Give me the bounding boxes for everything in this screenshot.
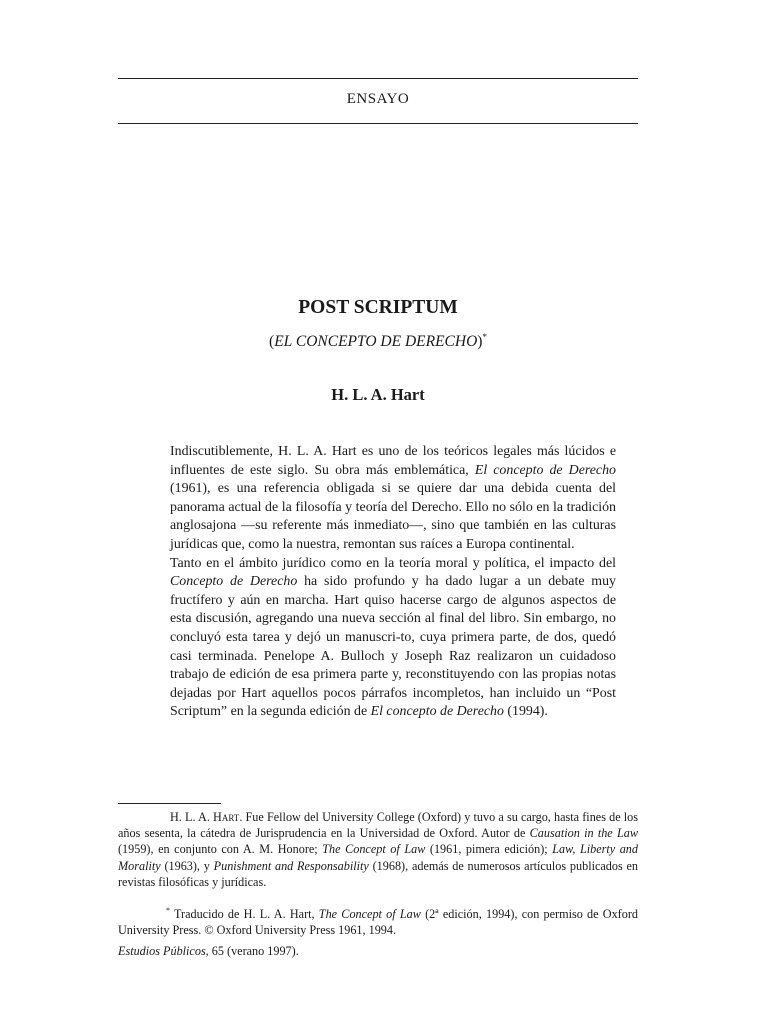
footnote-book-title: Punishment and Responsability xyxy=(213,858,369,873)
footnote-text: (1961, pimera edición); xyxy=(425,842,553,857)
footnote-book-title: The Concept of Law xyxy=(318,907,421,921)
abstract-italic: El concepto de Derecho xyxy=(474,462,616,478)
abstract-paragraph-1 xyxy=(170,443,616,555)
journal-name: Estudios Públicos, xyxy=(118,944,209,958)
footnote-text: H. L. A. xyxy=(170,810,214,824)
author-footnote xyxy=(118,809,638,890)
abstract xyxy=(170,443,616,722)
footnote-marker: * xyxy=(166,906,170,915)
footnote-author-name: Hart xyxy=(213,810,240,824)
article-subtitle xyxy=(118,332,638,351)
abstract-text: (1994). xyxy=(503,704,548,720)
abstract-text: ha sido profundo y ha dado lugar a un debate muy fructífero y aún en marcha. Hart quiso hacerse cargo de algunos aspectos de esta discusión, agregando una nueva sección al final del libro. Sin embargo, no concluyó esta tarea y dejó un manuscri-to, cuya primera parte, de dos, quedó casi terminada. Penelope A. Bulloch y Joseph Raz realizaron un cuidadoso trabajo de edición de esa primera parte y, reconstituyendo con las propias notas dejadas por Hart aquellos pocos párrafos incompletos, han incluido un “Post Scriptum” en la segunda edición de xyxy=(170,574,616,720)
header-top-rule xyxy=(118,78,638,79)
footnote-text: . Fue Fellow del University College (Oxford) y tuvo a su cargo, hasta fines de los años sesenta, la cátedra de Jurisprudencia en la Universidad de Oxford. Autor de xyxy=(118,810,639,841)
article-author: H. L. A. Hart xyxy=(331,385,425,404)
article-title: POST SCRIPTUM xyxy=(298,297,458,318)
section-label: ENSAYO xyxy=(346,91,410,107)
journal-citation xyxy=(118,944,299,959)
footnote-text: (1968), además de numerosos artículos publicados en revistas filosóficas y jurídicas. xyxy=(118,858,639,889)
abstract-italic: El concepto de Derecho xyxy=(370,704,504,720)
footnote-text: (1963), y xyxy=(160,858,214,873)
footnote-text: Traducido de H. L. A. Hart, xyxy=(170,907,319,921)
footnote-text: (2ª edición, 1994), con permiso de Oxford University Press. © Oxford University Press 1961, 1994. xyxy=(118,907,638,938)
subtitle-close-paren: ) xyxy=(477,333,483,350)
abstract-italic: Concepto de Derecho xyxy=(170,574,298,590)
footnote-marker: * xyxy=(482,332,487,342)
footnote-separator xyxy=(118,803,221,804)
abstract-text: Indiscutiblemente, H. L. A. Hart es uno de los teóricos legales más lúcidos e influentes de este siglo. Su obra más emblemática, xyxy=(170,444,616,478)
footnote-text: (1959), en conjunto con A. M. Honore; xyxy=(118,842,323,857)
footnote-book-title: The Concept of Law xyxy=(322,842,426,857)
translation-footnote xyxy=(118,903,638,938)
footnote-book-title: Causation in the Law xyxy=(529,826,638,841)
subtitle-book-title: EL CONCEPTO DE DERECHO xyxy=(274,333,478,350)
abstract-text: Tanto en el ámbito jurídico como en la teoría moral y política, el impacto del xyxy=(170,555,616,571)
abstract-text: (1961), es una referencia obligada si se quiere dar una debida cuenta del panorama actual de la filosofía y teoría del Derecho. Ello no sólo en la tradición anglosajona —su referente más inmediato—, sino que también en las culturas jurídicas que, como la nuestra, remontan sus raíces a Europa continental. xyxy=(170,481,616,552)
journal-issue: 65 (verano 1997). xyxy=(208,944,299,958)
footnote-book-title: Law, Liberty and Morality xyxy=(118,842,638,873)
abstract-paragraph-2 xyxy=(170,555,616,722)
header-bottom-rule xyxy=(118,123,638,124)
subtitle-open-paren: ( xyxy=(269,333,275,350)
